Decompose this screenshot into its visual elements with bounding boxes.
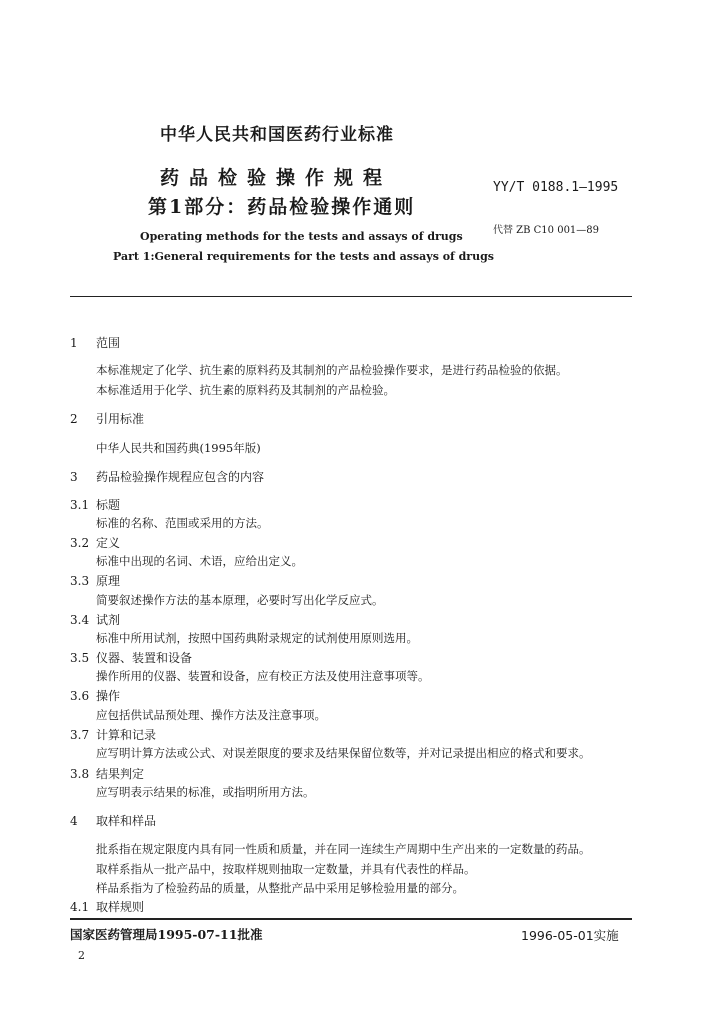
subsection-number: 3.7 [70,728,90,742]
subsection-number: 3.6 [70,689,90,703]
replaces-code: 代替 ZB C10 001—89 [493,225,600,236]
document-title: 药品检验操作规程 [160,167,393,189]
subsection-title: 标题 [96,498,121,512]
paragraph: 样品系指为了检验药品的质量，从整批产品中采用足够检验用量的部分。 [96,881,464,895]
subsection-heading [70,496,120,513]
paragraph: 应包括供试品预处理、操作方法及注意事项。 [96,708,326,722]
paragraph: 标准的名称、范围或采用的方法。 [96,516,269,530]
section-1-heading [70,334,120,351]
subsection-title: 结果判定 [96,767,145,781]
subsection-title: 仪器、装置和设备 [96,651,193,665]
subsection-title: 取样规则 [96,900,145,914]
subsection-title: 计算和记录 [96,728,157,742]
paragraph: 操作所用的仪器、装置和设备，应有校正方法及使用注意事项等。 [96,669,430,683]
footer-divider [70,918,632,920]
subsection-number: 3.1 [70,498,90,512]
paragraph: 中华人民共和国药典(1995年版) [96,441,261,455]
subsection-heading [70,726,156,743]
subsection-title: 定义 [96,536,121,550]
paragraph: 批系指在规定限度内具有同一性质和质量，并在同一连续生产周期中生产出来的一定数量的药品。 [96,842,591,856]
subsection-heading [70,649,192,666]
english-title: Operating methods for the tests and assays of drugs [140,230,463,243]
paragraph: 标准中所用试剂，按照中国药典附录规定的试剂使用原则选用。 [96,631,418,645]
subsection-title: 试剂 [96,613,121,627]
section-title: 药品检验操作规程应包含的内容 [96,470,265,484]
paragraph: 本标准规定了化学、抗生素的原料药及其制剂的产品检验操作要求，是进行药品检验的依据。 [96,363,568,377]
subsection-heading [70,534,120,551]
implementation-date: 1996-05-01实施 [521,928,619,943]
subsection-number: 3.5 [70,651,90,665]
subsection-heading [70,687,120,704]
paragraph: 本标准适用于化学、抗生素的原料药及其制剂的产品检验。 [96,383,395,397]
subsection-number: 3.4 [70,613,90,627]
header-divider [70,296,632,297]
subsection-heading [70,898,144,915]
page-number: 2 [78,949,85,962]
section-number: 4 [70,814,78,828]
subsection-number: 4.1 [70,900,90,914]
subsection-number: 3.3 [70,574,90,588]
section-title: 范围 [96,336,121,350]
subsection-number: 3.8 [70,767,90,781]
section-number: 3 [70,470,78,484]
paragraph: 应写明表示结果的标准，或指明所用方法。 [96,785,315,799]
paragraph: 取样系指从一批产品中，按取样规则抽取一定数量，并具有代表性的样品。 [96,862,476,876]
section-number: 2 [70,412,78,426]
standard-code: YY/T 0188.1—1995 [493,180,619,195]
english-subtitle: Part 1:General requirements for the tests and assays of drugs [113,250,494,263]
section-title: 取样和样品 [96,814,157,828]
paragraph: 标准中出现的名词、术语，应给出定义。 [96,554,303,568]
subsection-number: 3.2 [70,536,90,550]
paragraph: 应写明计算方法或公式、对误差限度的要求及结果保留位数等，并对记录提出相应的格式和要求。 [96,746,591,760]
approval-line: 国家医药管理局1995-07-11批准 [70,927,263,942]
section-number: 1 [70,336,78,350]
subsection-heading [70,611,120,628]
document-subtitle: 第1部分：药品检验操作通则 [148,196,416,218]
paragraph: 简要叙述操作方法的基本原理，必要时写出化学反应式。 [96,593,384,607]
section-3-heading [70,468,264,485]
section-2-heading [70,410,144,427]
section-title: 引用标准 [96,412,145,426]
subsection-title: 操作 [96,689,121,703]
subsection-title: 原理 [96,574,121,588]
subsection-heading [70,572,120,589]
subsection-heading [70,765,144,782]
standard-series: 中华人民共和国医药行业标准 [160,125,394,145]
section-4-heading [70,812,156,829]
